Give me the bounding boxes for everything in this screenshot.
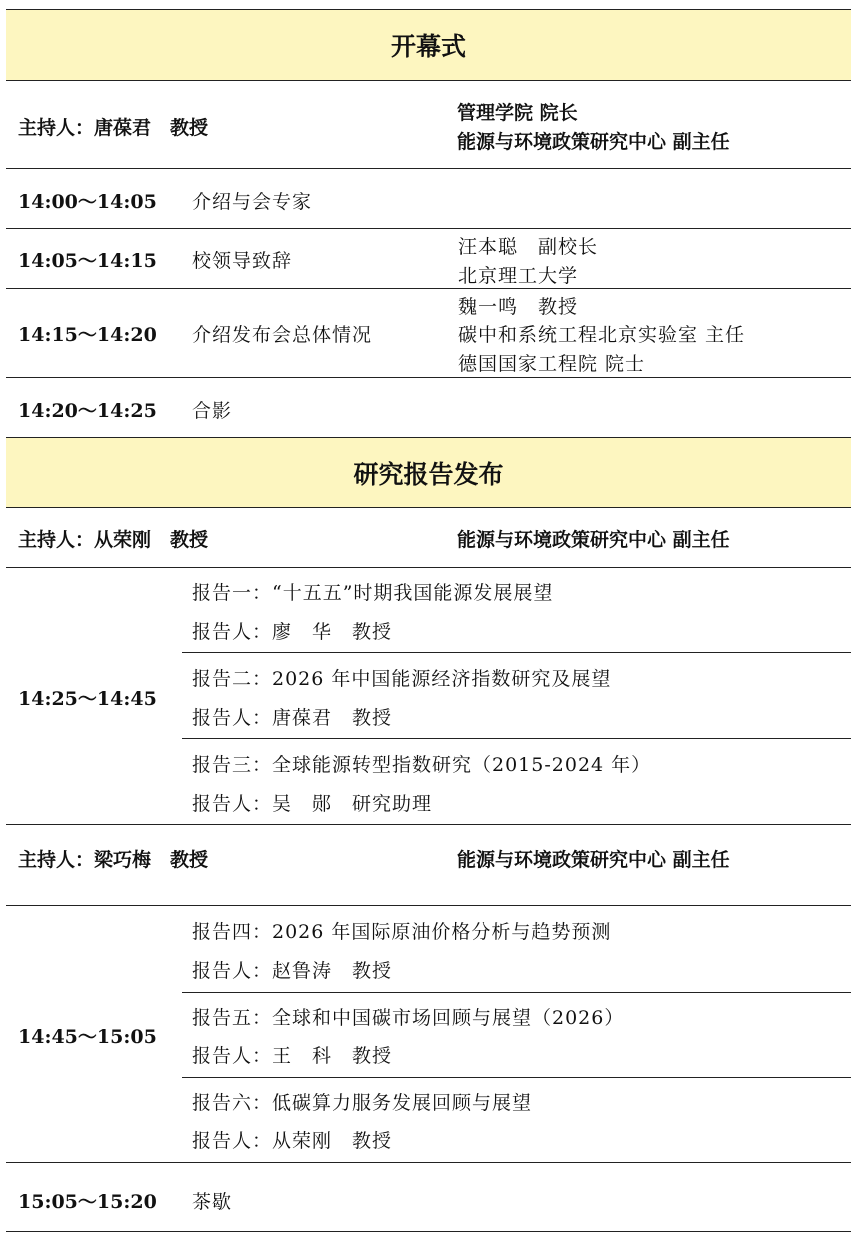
report-speaker: 报告人：吴 郧 研究助理 bbox=[192, 793, 433, 815]
opening-section-header bbox=[6, 9, 851, 81]
opening-host: 主持人：唐葆君 教授 bbox=[18, 117, 209, 139]
session-1-host-affiliation: 能源与环境政策研究中心 副主任 bbox=[457, 529, 730, 551]
schedule-time: 14:15～14:20 bbox=[18, 324, 157, 346]
release-section-title: 研究报告发布 bbox=[353, 459, 504, 489]
report-title: 报告三：全球能源转型指数研究（2015-2024 年） bbox=[192, 754, 652, 776]
divider bbox=[182, 738, 851, 739]
speaker-name: 魏一鸣 教授 bbox=[458, 296, 579, 318]
report-title: 报告一：“十五五”时期我国能源发展展望 bbox=[192, 582, 554, 604]
report-speaker: 报告人：王 科 教授 bbox=[192, 1045, 393, 1067]
release-section-header bbox=[6, 437, 851, 508]
opening-section-title: 开幕式 bbox=[390, 32, 466, 61]
schedule-time: 14:05～14:15 bbox=[18, 250, 157, 272]
divider bbox=[6, 377, 851, 378]
schedule-time: 14:00～14:05 bbox=[18, 191, 157, 213]
divider bbox=[6, 824, 851, 825]
report-title: 报告二：2026 年中国能源经济指数研究及展望 bbox=[192, 668, 612, 690]
divider bbox=[182, 992, 851, 993]
report-title: 报告五：全球和中国碳市场回顾与展望（2026） bbox=[192, 1007, 625, 1029]
speaker-name: 汪本聪 副校长 bbox=[458, 236, 599, 258]
session-2-host-affiliation: 能源与环境政策研究中心 副主任 bbox=[457, 849, 730, 871]
schedule-item: 介绍发布会总体情况 bbox=[192, 324, 373, 346]
speaker-affiliation: 碳中和系统工程北京实验室 主任 bbox=[458, 324, 746, 346]
report-title: 报告四：2026 年国际原油价格分析与趋势预测 bbox=[192, 921, 612, 943]
divider bbox=[182, 652, 851, 653]
report-speaker: 报告人：从荣刚 教授 bbox=[192, 1130, 393, 1152]
speaker-affiliation: 德国国家工程院 院士 bbox=[458, 353, 646, 375]
break-item: 茶歇 bbox=[192, 1191, 233, 1213]
opening-host-affiliation-2: 能源与环境政策研究中心 副主任 bbox=[457, 131, 730, 153]
report-title: 报告六：低碳算力服务发展回顾与展望 bbox=[192, 1092, 533, 1114]
session-2-time: 14:45～15:05 bbox=[18, 1026, 157, 1048]
opening-host-affiliation-1: 管理学院 院长 bbox=[457, 102, 578, 124]
report-speaker: 报告人：唐葆君 教授 bbox=[192, 707, 393, 729]
schedule-item: 合影 bbox=[192, 400, 233, 422]
divider bbox=[6, 567, 851, 568]
schedule-time: 14:20～14:25 bbox=[18, 400, 157, 422]
schedule-item: 介绍与会专家 bbox=[192, 191, 313, 213]
schedule-item: 校领导致辞 bbox=[192, 250, 293, 272]
divider bbox=[6, 1231, 851, 1232]
divider bbox=[6, 228, 851, 229]
divider bbox=[6, 168, 851, 169]
divider bbox=[6, 905, 851, 906]
divider bbox=[182, 1077, 851, 1078]
report-speaker: 报告人：廖 华 教授 bbox=[192, 621, 393, 643]
divider bbox=[6, 1162, 851, 1163]
session-1-host: 主持人：从荣刚 教授 bbox=[18, 529, 209, 551]
break-time: 15:05～15:20 bbox=[18, 1191, 157, 1213]
report-speaker: 报告人：赵鲁涛 教授 bbox=[192, 960, 393, 982]
session-1-time: 14:25～14:45 bbox=[18, 688, 157, 710]
session-2-host: 主持人：梁巧梅 教授 bbox=[18, 849, 209, 871]
divider bbox=[6, 288, 851, 289]
speaker-affiliation: 北京理工大学 bbox=[458, 265, 579, 287]
